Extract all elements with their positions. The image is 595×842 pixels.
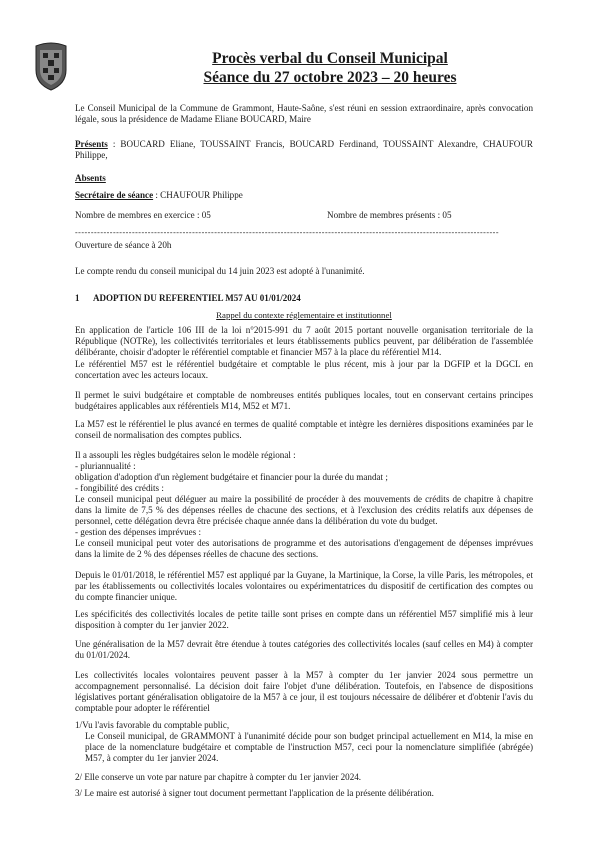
paragraph-11: 3/ Le maire est autorisé à signer tout document permettant l'application de la présente délibération. — [75, 788, 434, 798]
document-title-line2: Séance du 27 octobre 2023 – 20 heures — [203, 69, 457, 86]
paragraph-4d: Le conseil municipal peut déléguer au maire la possibilité de procéder à des mouvements de crédits de chapitre à chapitre dans la limite de 7,5 % des dépenses réelles de chacune des sections, et à l'exclusion des crédits relatifs aux dépenses de personnel, cette délégation devra être précisée chaque année dans la délibération du vote du budget. — [75, 494, 533, 527]
paragraph-8: Les collectivités locales volontaires peuvent passer à la M57 à compter du 1er janvier 2024 sous permettre un accompagnement personnalisé. La décision doit faire l'objet d'une délibération. Toutefois, en l'absence de dispositions législatives portant généralisation obligatoire de la M57 à ce jour, il est toujours nécessaire de délibérer et d'obtenir l'avis du comptable pour adopter le référentiel — [75, 670, 533, 714]
secretaire-label: Secrétaire de séance — [75, 190, 154, 200]
paragraph-4b: obligation d'adoption d'un règlement budgétaire et financier pour la durée du mandat ; — [75, 472, 388, 482]
section-subtitle: Rappel du contexte réglementaire et institutionnel — [216, 310, 392, 320]
section-title: ADOPTION DU REFERENTIEL M57 AU 01/01/2024 — [93, 293, 301, 303]
ouverture-line: Ouverture de séance à 20h — [75, 240, 172, 250]
section-number: 1 — [75, 293, 80, 303]
presents-label: Présents — [75, 139, 108, 149]
absents-line — [75, 173, 533, 184]
paragraph-3: La M57 est le référentiel le plus avancé en termes de qualité comptable et intègre les dernières dispositions examinées par le conseil de normalisation des comptes publics. — [75, 419, 533, 441]
members-exercice: Nombre de membres en exercice : 05 — [75, 210, 211, 220]
members-presents: Nombre de membres présents : 05 — [327, 210, 452, 220]
paragraph-4c: - fongibilité des crédits : — [75, 483, 164, 493]
intro-paragraph: Le Conseil Municipal de la Commune de Grammont, Haute-Saône, s'est réuni en session extraordinaire, après convocation légale, sous la présidence de Madame Eliane BOUCARD, Maire — [75, 103, 533, 125]
paragraph-4a: - pluriannualité : — [75, 461, 136, 471]
members-count-row — [75, 210, 533, 220]
coat-of-arms-logo — [34, 40, 68, 92]
paragraph-1: En application de l'article 106 III de la loi n°2015-991 du 7 août 2015 portant nouvelle organisation territoriale de la République (NOTRe), les collectivités territoriales et leurs établissements publics peuvent, par délibération de l'assemblée délibérante, choisir d'adopter le référentiel comptable et financier M57 à la place du référentiel M14. — [75, 325, 533, 358]
presents-text: : BOUCARD Eliane, TOUSSAINT Francis, BOUCARD Ferdinand, TOUSSAINT Alexandre, CHAUFOUR Philippe, — [75, 139, 533, 161]
secretaire-line — [75, 190, 533, 201]
paragraph-10: 2/ Elle conserve un vote par nature par chapitre à compter du 1er janvier 2024. — [75, 772, 362, 782]
paragraph-9: 1/Vu l'avis favorable du comptable public, — [75, 720, 230, 730]
document-title-line1: Procès verbal du Conseil Municipal — [212, 50, 448, 67]
presents-line — [75, 139, 533, 161]
paragraph-4: Il a assoupli les règles budgétaires selon le modèle régional : — [75, 450, 296, 460]
paragraph-9a: Le Conseil municipal, de GRAMMONT à l'unanimité décide pour son budget principal actuellement en M14, la mise en place de la nomenclature budgétaire et comptable de l'instruction M57, ceci pour la nomenclature simplifiée (abrégée) M57, à compter du 1er janvier 2024. — [85, 731, 533, 764]
paragraph-1b: Le référentiel M57 est le référentiel budgétaire et comptable le plus récent, mis à jour par la DGFIP et la DGCL en concertation avec les acteurs locaux. — [75, 359, 533, 381]
section-heading — [75, 293, 301, 303]
separator-dashes: -------------------------------------------------------------------------------------------------------------------------------------- — [75, 228, 499, 237]
paragraph-5: Depuis le 01/01/2018, le référentiel M57 est appliqué par la Guyane, la Martinique, la Corse, la ville Paris, les métropoles, et par les établissements ou collectivités locales volontaires ou expérimentatrices du dispositif de certification des comptes ou du compte financier unique. — [75, 570, 533, 603]
paragraph-4f: Le conseil municipal peut voter des autorisations de programme et des autorisations d'engagement de dépenses imprévues dans la limite de 2 % des dépenses réelles de chacune des sections. — [75, 538, 533, 560]
paragraph-7: Une généralisation de la M57 devrait être étendue à toutes catégories des collectivités locales (sauf celles en M4) à compter du 01/01/2024. — [75, 639, 533, 661]
paragraph-2: Il permet le suivi budgétaire et comptable de nombreuses entités publiques locales, tout en conservant certains principes budgétaires applicables aux référentiels M14, M52 et M71. — [75, 390, 533, 412]
paragraph-6: Les spécificités des collectivités locales de petite taille sont prises en compte dans un référentiel M57 simplifié mis à leur disposition à compter du 1er janvier 2022. — [75, 609, 533, 631]
absents-label: Absents — [75, 173, 106, 183]
secretaire-text: : CHAUFOUR Philippe — [153, 190, 243, 200]
compte-rendu-line: Le compte rendu du conseil municipal du 14 juin 2023 est adopté à l'unanimité. — [75, 266, 365, 276]
paragraph-4e: - gestion des dépenses imprévues : — [75, 527, 202, 537]
